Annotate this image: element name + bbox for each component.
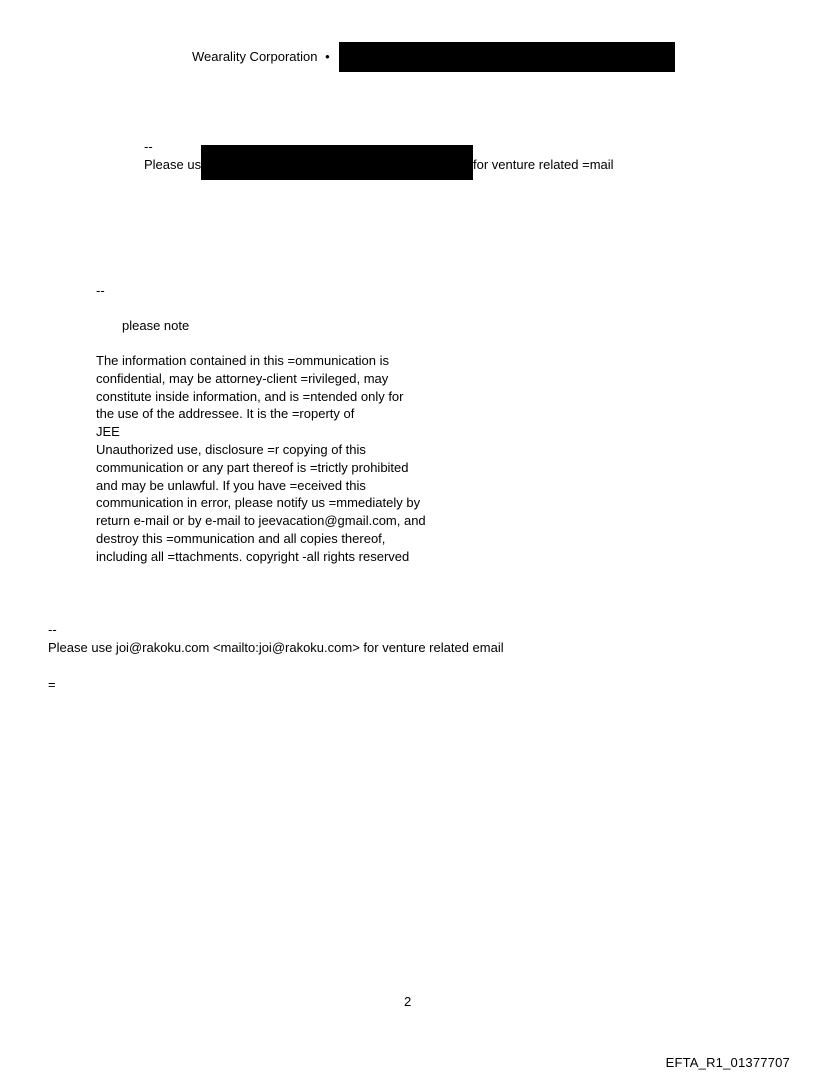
outer-signature-line: Please use joi@rakoku.com <mailto:joi@rakoku.com> for venture related email	[48, 640, 504, 655]
notice-line: the use of the addressee. It is the =roperty of	[96, 406, 355, 422]
please-note: please note	[122, 318, 190, 333]
notice-line: Unauthorized use, disclosure =r copying of this	[96, 441, 366, 457]
header-line	[192, 48, 330, 66]
signature-dashes: --	[144, 139, 153, 154]
notice-line: confidential, may be attorney-client =rivileged, may	[96, 370, 389, 386]
signature-please-use: Please us	[144, 157, 202, 172]
notice-line: The information contained in this =ommunication is	[96, 353, 390, 368]
signature-tail: for venture related =mail	[473, 157, 614, 172]
notice-line: return e-mail or by e-mail to jeevacation@gmail.com, and	[96, 513, 426, 529]
notice-line: and may be unlawful. If you have =eceived this	[96, 477, 366, 493]
document-id: EFTA_R1_01377707	[665, 1055, 790, 1070]
redaction-box	[201, 145, 473, 180]
page-number: 2	[404, 994, 412, 1009]
notice-line: including all =ttachments. copyright -all rights reserved	[96, 548, 410, 564]
notice-line: constitute inside information, and is =ntended only for	[96, 388, 404, 404]
bullet: •	[325, 49, 330, 64]
outer-dashes: --	[48, 622, 57, 637]
notice-line: JEE	[96, 424, 120, 440]
company-name: Wearality Corporation	[192, 49, 318, 64]
confidentiality-notice	[96, 352, 426, 566]
redaction-box	[339, 42, 675, 72]
trailing-equals: =	[48, 677, 56, 692]
notice-line: communication or any part thereof is =trictly prohibited	[96, 459, 409, 475]
notice-line: destroy this =ommunication and all copies thereof,	[96, 530, 386, 546]
notice-dashes: --	[96, 283, 105, 298]
notice-line: communication in error, please notify us =mmediately by	[96, 495, 421, 511]
